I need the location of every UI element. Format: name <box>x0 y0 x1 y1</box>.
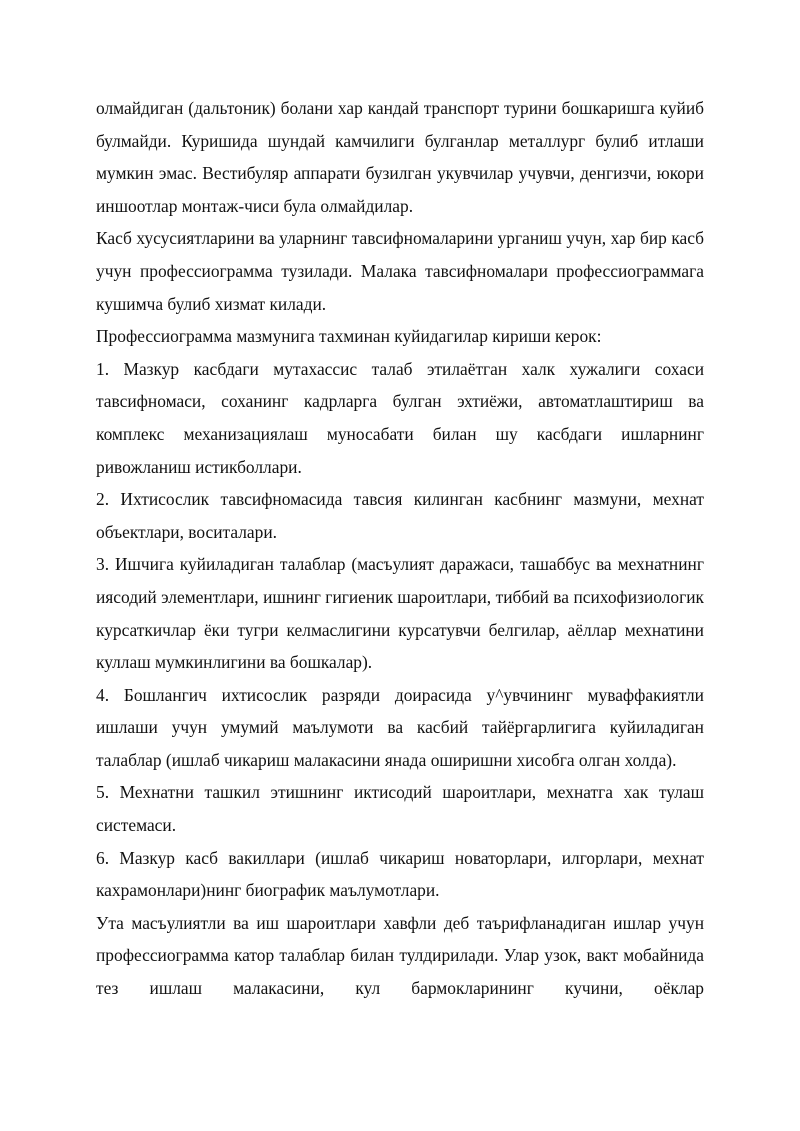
list-item-5: 5. Мехнатни ташкил этишнинг иктисодий шароитлари, мехнатга хак тулаш системаси. <box>96 782 704 836</box>
list-item-6: 6. Мазкур касб вакиллари (ишлаб чикариш новаторлари, илгорлари, мехнат кахрамонлари)нинг биографик маълумотлари. <box>96 847 704 901</box>
list-item-1: 1. Мазкур касбдаги мутахассис талаб этилаётган халк хужалиги сохаси тавсифномаси, соханинг кадрларга булган эхтиёжи, автоматлаштириш ва комплекс механизациялаш муносабати билан шу касбдаги ишларнинг ривожланиш истикболлари. <box>96 358 704 477</box>
paragraph-professiogram: Касб хусусиятларини ва уларнинг тавсифномаларини урганиш учун, хар бир касб учун профессиограмма тузилади. Малака тавсифномалари профессиограммага кушимча булиб хизмат килади. <box>96 228 704 314</box>
list-item-2: 2. Ихтисослик тавсифномасида тавсия килинган касбнинг мазмуни, мехнат объектлари, воситалари. <box>96 489 704 542</box>
list-item-4: 4. Бошлангич ихтисослик разряди доирасида у^увчининг муваффакиятли ишлаши учун умумий маълумоти ва касбий тайёргарлигига куйиладиган талаблар (ишлаб чикариш малакасини янада оширишни хисобга олган холда). <box>96 684 704 770</box>
list-item-3: 3. Ишчига куйиладиган талаблар (масъулият даражаси, ташаббус ва мехнатнинг иясодий элементлари, ишнинг гигиеник шароитлари, тиббий ва психофизиологик курсаткичлар ёки тугри келмаслигини курсатувчи белгилар, аёллар мехнатини куллаш мумкинлигини ва бошкалар). <box>96 554 704 673</box>
paragraph-closing: Ута масъулиятли ва иш шароитлари хавфли деб таърифланадиган ишлар учун профессиограмма катор талаблар билан тулдирилади. Улар узок, вакт мобайнида тез ишлаш малакасини, кул бармокларининг кучини, оёклар <box>96 912 704 999</box>
document-page <box>96 92 704 1005</box>
paragraph-content-heading: Профессиограмма мазмунига тахминан куйидагилар кириши керок: <box>96 326 602 347</box>
paragraph-intro: олмайдиган (дальтоник) болани хар кандай транспорт турини бошкаришга куйиб булмайди. Куришида шундай камчилиги булганлар металлург булиб итлаши мумкин эмас. Вестибуляр аппарати бузилган укувчилар учувчи, денгизчи, юкори иншоотлар монтаж-чиси була олмайдилар. <box>96 98 704 216</box>
